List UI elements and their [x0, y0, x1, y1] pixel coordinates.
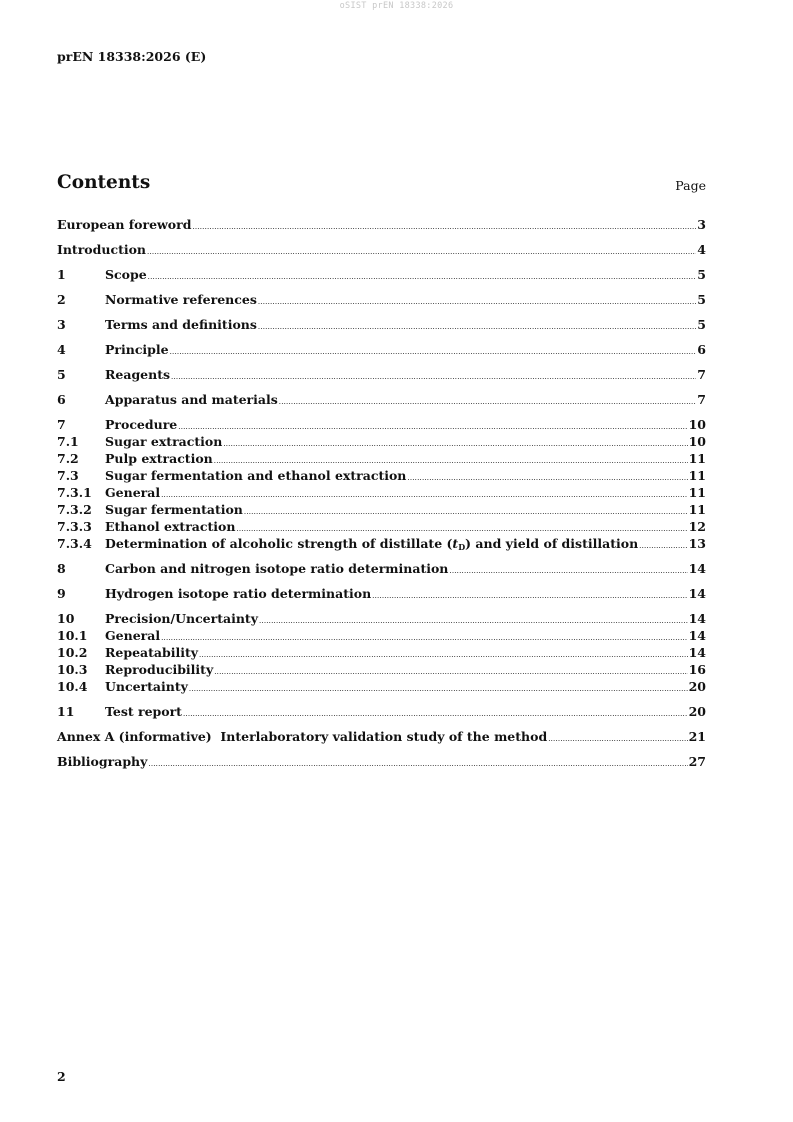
- toc-leader: [170, 341, 697, 361]
- toc-title[interactable]: Procedure: [105, 417, 178, 432]
- toc-number: 3: [57, 317, 66, 332]
- toc-page: 12: [688, 519, 706, 534]
- toc-page: 5: [697, 267, 706, 282]
- toc-leader: [258, 291, 696, 311]
- toc-page: 20: [688, 679, 706, 694]
- toc-entry-3[interactable]: [57, 316, 706, 333]
- toc-title[interactable]: Repeatability: [105, 645, 199, 660]
- toc-number: 10.1: [57, 628, 88, 643]
- toc-number: 5: [57, 367, 66, 382]
- toc-entry-1[interactable]: [57, 266, 706, 283]
- toc-title[interactable]: [105, 535, 638, 556]
- toc-entry-introduction[interactable]: [57, 241, 706, 258]
- toc-leader: [189, 678, 688, 698]
- toc-title[interactable]: Annex A (informative) Interlaboratory validation study of the method: [57, 729, 548, 744]
- toc-entry-7-1[interactable]: [57, 433, 706, 450]
- toc-page: 16: [688, 662, 706, 677]
- toc-page: 27: [688, 754, 706, 769]
- toc-title[interactable]: Ethanol extraction: [105, 519, 236, 534]
- toc-title[interactable]: Sugar extraction: [105, 434, 223, 449]
- toc-entry-7-3-2[interactable]: [57, 501, 706, 518]
- toc-number: 10.3: [57, 662, 88, 677]
- toc-entry-10-3[interactable]: [57, 661, 706, 678]
- toc-page: 21: [688, 729, 706, 744]
- toc-page: 11: [688, 451, 706, 466]
- toc-number: 7.2: [57, 451, 79, 466]
- toc-page: 5: [697, 317, 706, 332]
- toc-entry-7-2[interactable]: [57, 450, 706, 467]
- toc-number: 7: [57, 417, 66, 432]
- toc-title-prefix: Determination of alcoholic strength of distillate (: [105, 536, 453, 551]
- toc-title[interactable]: Test report: [105, 704, 182, 719]
- toc-title[interactable]: General: [105, 628, 161, 643]
- toc-number: 7.3.2: [57, 502, 92, 517]
- toc-page: 14: [688, 628, 706, 643]
- toc-leader: [639, 535, 687, 555]
- toc-title[interactable]: Hydrogen isotope ratio determination: [105, 586, 372, 601]
- toc-title-suffix: ) and yield of distillation: [465, 536, 639, 551]
- toc-entry-5[interactable]: [57, 366, 706, 383]
- toc-entry-7-3[interactable]: [57, 467, 706, 484]
- toc-page: 3: [697, 217, 706, 232]
- toc-leader: [279, 391, 697, 411]
- toc-entry-annex-a[interactable]: [57, 728, 706, 745]
- toc-entry-10-1[interactable]: [57, 627, 706, 644]
- toc-page: 6: [697, 342, 706, 357]
- toc-leader: [548, 728, 687, 748]
- toc-number: 9: [57, 586, 66, 601]
- table-of-contents: [57, 216, 706, 770]
- toc-entry-bibliography[interactable]: [57, 753, 706, 770]
- toc-page: 7: [697, 367, 706, 382]
- toc-title[interactable]: Pulp extraction: [105, 451, 213, 466]
- toc-title[interactable]: Precision/Uncertainty: [105, 611, 258, 626]
- toc-entry-6[interactable]: [57, 391, 706, 408]
- toc-leader: [183, 703, 688, 723]
- toc-entry-foreword[interactable]: [57, 216, 706, 233]
- toc-leader: [147, 241, 696, 261]
- toc-page: 10: [688, 417, 706, 432]
- toc-number: 6: [57, 392, 66, 407]
- toc-title[interactable]: Normative references: [105, 292, 257, 307]
- toc-page: 10: [688, 434, 706, 449]
- toc-leader: [192, 216, 696, 236]
- toc-page: 14: [688, 586, 706, 601]
- toc-title[interactable]: Carbon and nitrogen isotope ratio determination: [105, 561, 449, 576]
- toc-number: 4: [57, 342, 66, 357]
- toc-entry-10-2[interactable]: [57, 644, 706, 661]
- toc-entry-7-3-4[interactable]: [57, 535, 706, 552]
- toc-entry-2[interactable]: [57, 291, 706, 308]
- toc-page: 11: [688, 468, 706, 483]
- toc-title[interactable]: General: [105, 485, 161, 500]
- toc-leader: [258, 316, 696, 336]
- toc-title[interactable]: Apparatus and materials: [105, 392, 278, 407]
- toc-leader: [372, 585, 687, 605]
- toc-page: 14: [688, 561, 706, 576]
- toc-entry-10-4[interactable]: [57, 678, 706, 695]
- toc-page: 4: [697, 242, 706, 257]
- toc-entry-8[interactable]: [57, 560, 706, 577]
- toc-entry-4[interactable]: [57, 341, 706, 358]
- watermark: oSIST prEN 18338:2026: [339, 1, 454, 11]
- toc-page: 14: [688, 645, 706, 660]
- toc-number: 11: [57, 704, 75, 719]
- toc-title[interactable]: Reproducibility: [105, 662, 214, 677]
- toc-number: 10: [57, 611, 75, 626]
- toc-title[interactable]: Scope: [105, 267, 147, 282]
- toc-number: 8: [57, 561, 66, 576]
- toc-entry-7-3-3[interactable]: [57, 518, 706, 535]
- toc-number: 7.3: [57, 468, 79, 483]
- toc-page: 11: [688, 502, 706, 517]
- toc-title[interactable]: Uncertainty: [105, 679, 188, 694]
- toc-title[interactable]: Terms and definitions: [105, 317, 257, 332]
- toc-title[interactable]: Introduction: [57, 242, 147, 257]
- toc-page: 20: [688, 704, 706, 719]
- toc-page: 5: [697, 292, 706, 307]
- toc-page: 14: [688, 611, 706, 626]
- toc-title[interactable]: Reagents: [105, 367, 171, 382]
- toc-title[interactable]: Sugar fermentation and ethanol extraction: [105, 468, 407, 483]
- toc-title[interactable]: Bibliography: [57, 754, 148, 769]
- footer-page-number: 2: [57, 1069, 66, 1084]
- toc-leader: [449, 560, 687, 580]
- toc-leader: [148, 266, 697, 286]
- toc-page: 13: [688, 536, 706, 551]
- toc-title-variable: t: [452, 536, 459, 551]
- toc-page: 11: [688, 485, 706, 500]
- toc-number: 1: [57, 267, 66, 282]
- toc-title-subscript: D: [458, 542, 466, 552]
- toc-number: 10.2: [57, 645, 88, 660]
- toc-entry-7-3-1[interactable]: [57, 484, 706, 501]
- document-id-header: prEN 18338:2026 (E): [57, 49, 207, 64]
- page-column-label: Page: [675, 178, 706, 193]
- toc-number: 7.1: [57, 434, 79, 449]
- toc-number: 10.4: [57, 679, 88, 694]
- contents-title: Contents: [57, 172, 151, 193]
- toc-page: 7: [697, 392, 706, 407]
- toc-leader: [171, 366, 696, 386]
- toc-leader: [148, 753, 687, 773]
- toc-number: 7.3.3: [57, 519, 92, 534]
- toc-number: 2: [57, 292, 66, 307]
- toc-title[interactable]: Principle: [105, 342, 169, 357]
- toc-title[interactable]: European foreword: [57, 217, 192, 232]
- toc-entry-10[interactable]: [57, 610, 706, 627]
- toc-entry-11[interactable]: [57, 703, 706, 720]
- toc-entry-9[interactable]: [57, 585, 706, 602]
- toc-title[interactable]: Sugar fermentation: [105, 502, 243, 517]
- toc-entry-7[interactable]: [57, 416, 706, 433]
- toc-number: 7.3.4: [57, 536, 92, 551]
- toc-number: 7.3.1: [57, 485, 92, 500]
